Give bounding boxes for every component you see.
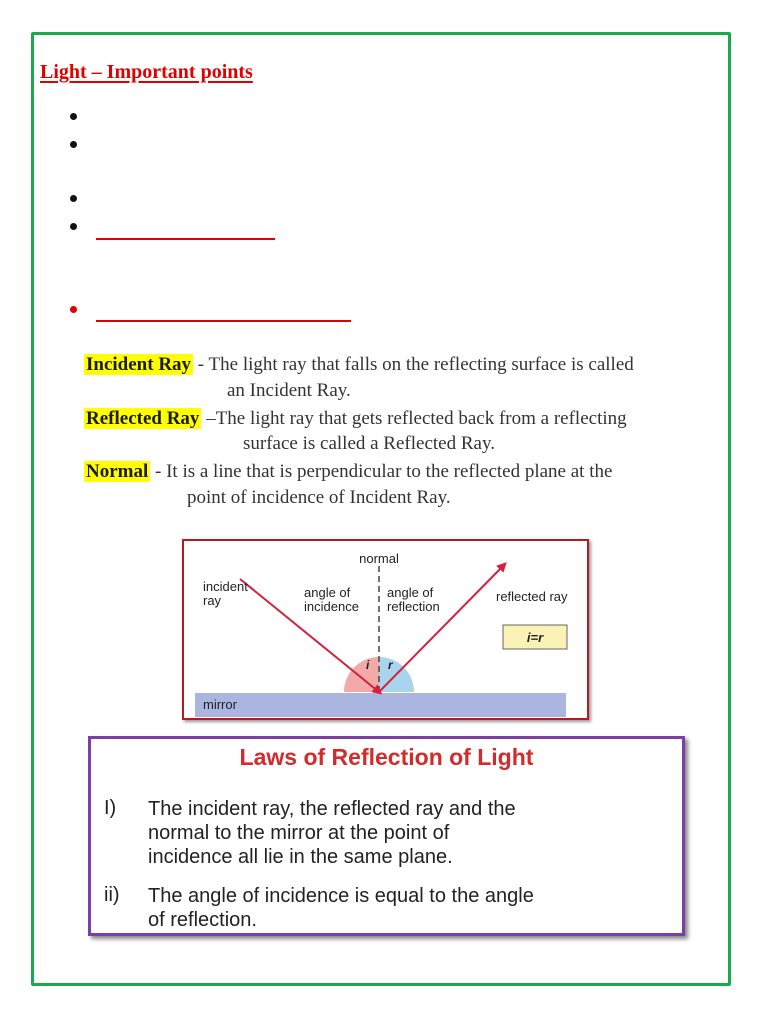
bullet-4 [70, 223, 80, 233]
angle-of-reflection-label-1: angle of [387, 585, 434, 600]
bullet-3 [70, 195, 80, 205]
definition-normal: Normal - It is a line that is perpendicular to the reflected plane at the [86, 461, 613, 482]
page-title: Light – Important points [40, 61, 253, 83]
angle-i-symbol: i [366, 658, 370, 672]
bullet-2 [70, 141, 80, 151]
bullet-5 [70, 306, 80, 316]
bullet-1 [70, 113, 80, 123]
incident-ray-label-1: incident [203, 579, 248, 594]
angle-of-incidence-label-1: angle of [304, 585, 351, 600]
definition-text: The light ray that gets reflected back from a reflecting [215, 408, 627, 429]
angle-of-reflection-label-2: reflection [387, 599, 440, 614]
law-number-2: ii) [104, 884, 120, 906]
mirror-label: mirror [203, 697, 237, 712]
angle-of-incidence-label-2: incidence [304, 599, 359, 614]
equation-label: i=r [526, 630, 544, 645]
definition-incident-ray: Incident Ray - The light ray that falls on the reflecting surface is called [86, 354, 634, 375]
blank-underline-2 [96, 320, 351, 322]
definition-continuation: surface is called a Reflected Ray. [243, 433, 495, 454]
laws-title: Laws of Reflection of Light [239, 744, 534, 770]
law-text-2: The angle of incidence is equal to the angle of reflection. [148, 885, 534, 931]
reflected-ray-label: reflected ray [496, 589, 568, 604]
term-normal: Normal [86, 461, 149, 482]
mirror-surface [195, 693, 566, 717]
normal-label: normal [359, 551, 399, 566]
definition-reflected-ray: Reflected Ray –The light ray that gets reflected back from a reflecting [86, 408, 627, 429]
definition-continuation: an Incident Ray. [227, 380, 351, 401]
blank-underline-1 [96, 238, 275, 240]
angle-r-symbol: r [388, 658, 393, 672]
definition-text: The light ray that falls on the reflecting surface is called [208, 354, 634, 375]
incident-ray-label-2: ray [203, 593, 222, 608]
term-incident-ray: Incident Ray [86, 354, 192, 375]
law-text-1: The incident ray, the reflected ray and the normal to the mirror at the point of incidence all lie in the same plane. [148, 798, 516, 868]
definition-text: It is a line that is perpendicular to the reflected plane at the [166, 461, 613, 482]
term-reflected-ray: Reflected Ray [86, 408, 200, 429]
law-number-1: I) [104, 797, 117, 819]
definition-continuation: point of incidence of Incident Ray. [187, 487, 451, 508]
reflection-diagram [182, 539, 589, 720]
laws-of-reflection-box [88, 736, 685, 936]
